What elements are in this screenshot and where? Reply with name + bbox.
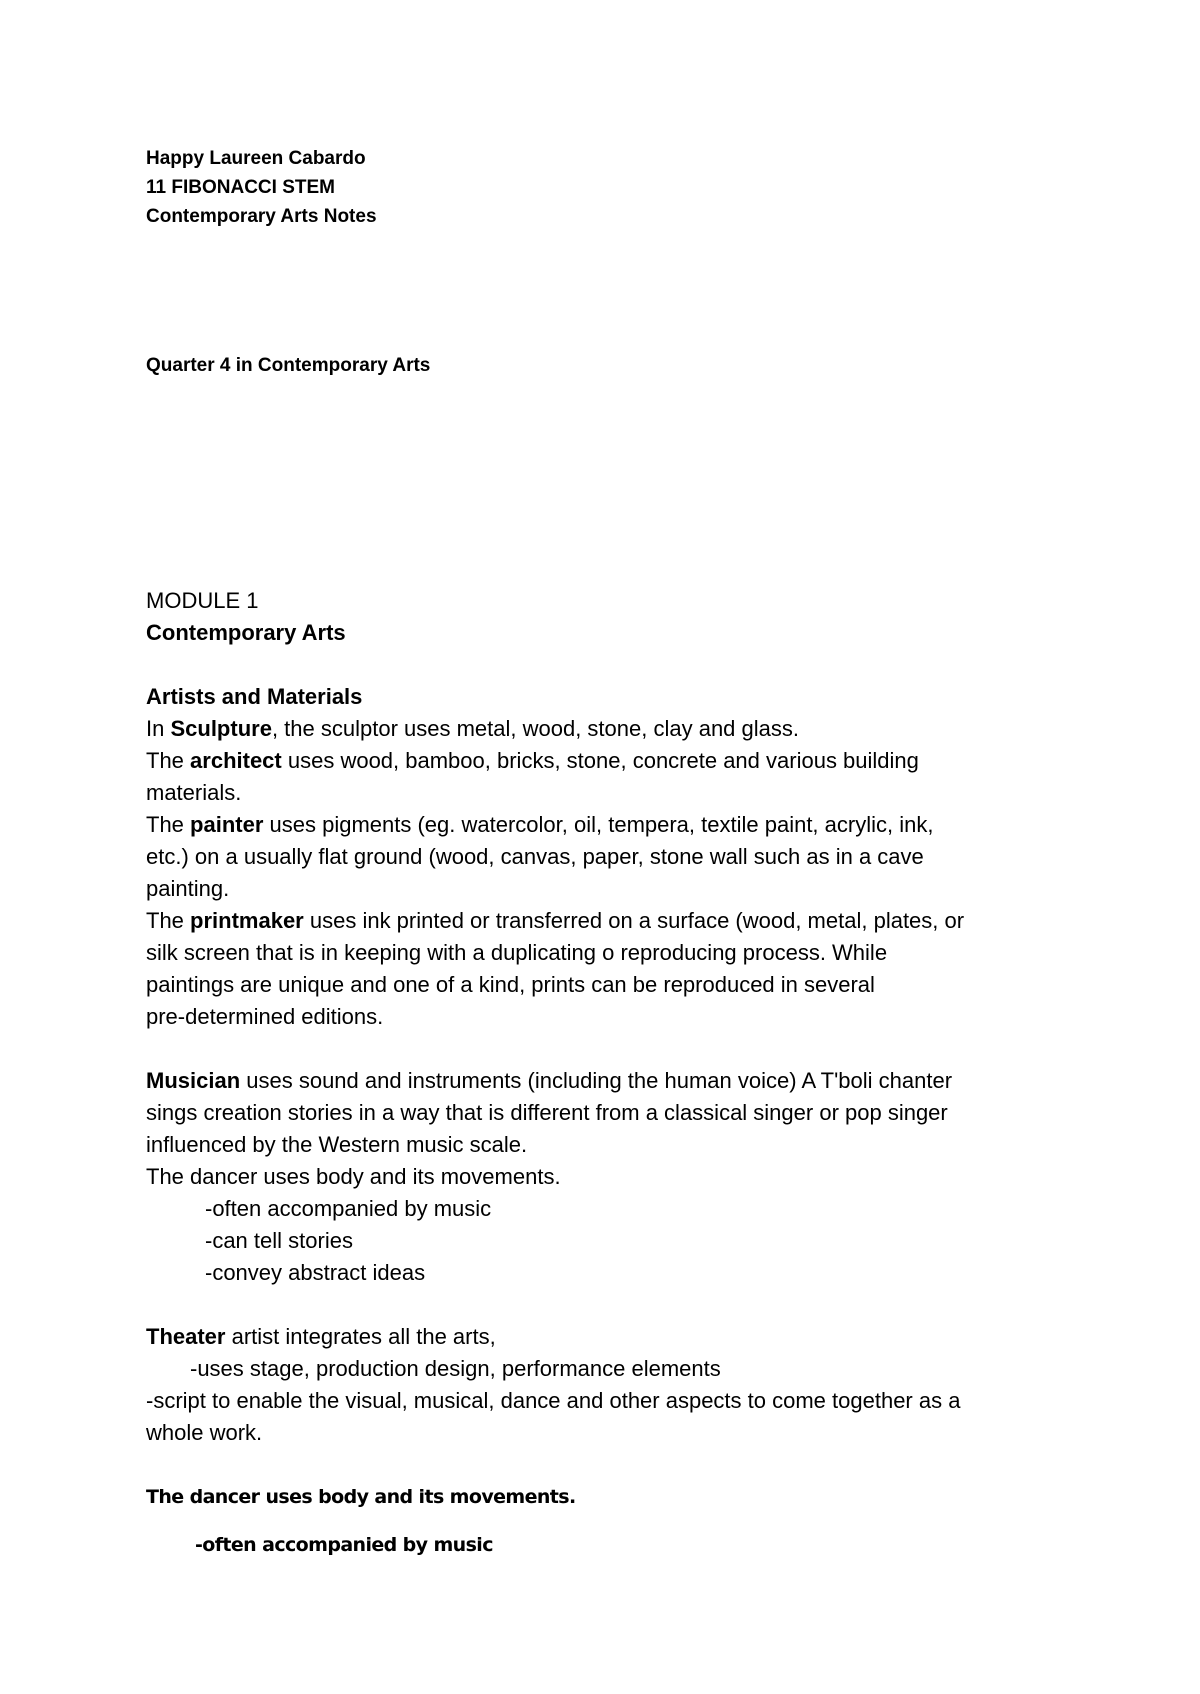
painter-cont-2: painting. [146,876,230,901]
theater-script-1: -script to enable the visual, musical, dance and other aspects to come together as a [146,1388,961,1413]
painter-pre: The [146,812,191,837]
painter-rest: uses pigments (eg. watercolor, oil, tempera, textile paint, acrylic, ink, [263,812,934,837]
theater-term: Theater [146,1324,226,1349]
printmaker-cont-3: pre-determined editions. [146,1004,384,1029]
dancer-repeat-line [146,1481,576,1513]
dancer-line: The dancer uses body and its movements. [146,1164,561,1189]
printmaker-pre: The [146,908,191,933]
dancer-bullet-2: -can tell stories [205,1228,353,1253]
painter-term: painter [190,812,264,837]
theater-script-2: whole work. [146,1420,263,1445]
sculpture-pre: In [146,716,171,741]
architect-cont: materials. [146,780,242,805]
musician-cont-1: sings creation stories in a way that is different from a classical singer or pop singer [146,1100,948,1125]
printmaker-cont-1: silk screen that is in keeping with a duplicating o reproducing process. While [146,940,888,965]
sculpture-rest: , the sculptor uses metal, wood, stone, clay and glass. [271,716,799,741]
architect-line [146,745,919,777]
module-title: Contemporary Arts [146,620,346,645]
theater-line [146,1321,496,1353]
architect-rest: uses wood, bamboo, bricks, stone, concrete and various building [281,748,919,773]
painter-cont-1: etc.) on a usually flat ground (wood, canvas, paper, stone wall such as in a cave [146,844,924,869]
painter-line [146,809,933,841]
theater-bullet: -uses stage, production design, performance elements [190,1356,721,1381]
dancer-bullet-3: -convey abstract ideas [205,1260,426,1285]
quarter-title: Quarter 4 in Contemporary Arts [146,355,431,376]
printmaker-rest: uses ink printed or transferred on a surface (wood, metal, plates, or [303,908,965,933]
musician-term: Musician [146,1068,241,1093]
notes-subject: Contemporary Arts Notes [146,206,377,227]
class-section: 11 FIBONACCI STEM [146,177,335,198]
musician-cont-2: influenced by the Western music scale. [146,1132,528,1157]
musician-line [146,1065,952,1097]
printmaker-line [146,905,964,937]
dancer-repeat-bullet: -often accompanied by music [195,1534,493,1556]
artists-heading: Artists and Materials [146,684,363,709]
sculpture-term: Sculpture [170,716,272,741]
architect-term: architect [190,748,282,773]
sculpture-line [146,713,799,745]
printmaker-cont-2: paintings are unique and one of a kind, prints can be reproduced in several [146,972,875,997]
architect-pre: The [146,748,191,773]
dancer-repeat-term: The dancer [146,1486,260,1508]
musician-rest: uses sound and instruments (including the human voice) A T'boli chanter [240,1068,953,1093]
dancer-bullet-1: -often accompanied by music [205,1196,492,1221]
module-label: MODULE 1 [146,588,259,613]
theater-rest: artist integrates all the arts, [225,1324,496,1349]
dancer-repeat-rest: uses body and its movements. [259,1486,576,1508]
printmaker-term: printmaker [190,908,304,933]
author-name: Happy Laureen Cabardo [146,148,366,169]
